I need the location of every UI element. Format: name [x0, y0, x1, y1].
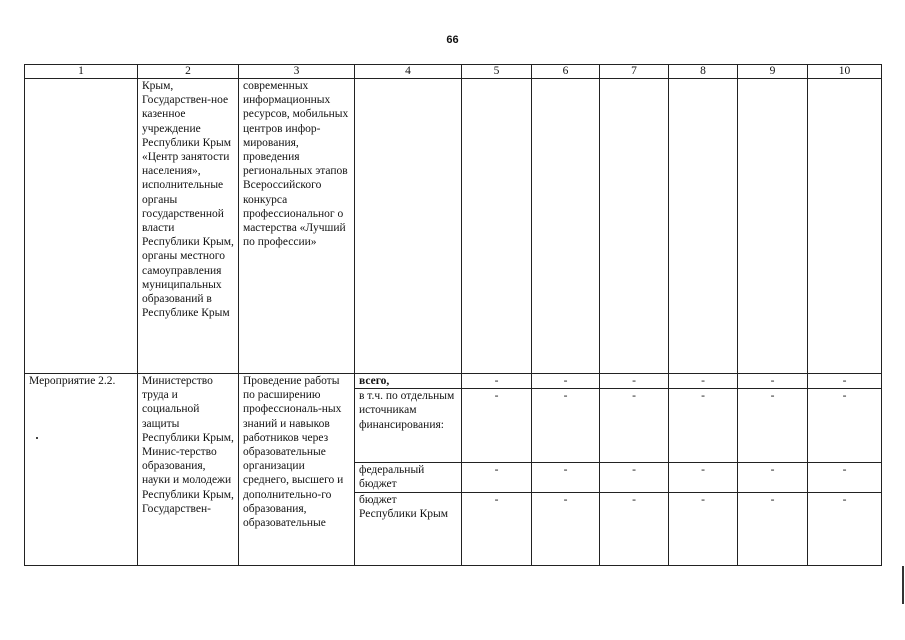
- description-cell: современных информационных ресурсов, мобильных центров инфор-мирования, проведения региональных этапов Всероссийского конкурса профессиональног о мастерства «Лучший по профессии»: [239, 79, 355, 374]
- column-header: 1: [25, 65, 138, 79]
- margin-mark: [902, 566, 904, 604]
- column-header: 3: [239, 65, 355, 79]
- empty-cell: [462, 79, 532, 374]
- description-cell: Проведение работы по расширению профессиональ-ных знаний и навыков работников через образовательные организации среднего, высшего и дополнительно-го образования, образовательные: [239, 374, 355, 566]
- funding-source-label: федеральный бюджет: [355, 463, 462, 492]
- program-table: [24, 64, 882, 566]
- table-row: [25, 79, 882, 374]
- value-cell: -: [532, 463, 600, 492]
- empty-cell: [532, 79, 600, 374]
- value-cell: -: [532, 389, 600, 463]
- value-cell: -: [600, 389, 669, 463]
- value-cell: -: [600, 492, 669, 565]
- empty-cell: [808, 79, 882, 374]
- value-cell: -: [462, 374, 532, 389]
- executor-cell: Крым, Государствен-ное казенное учреждение Республики Крым «Центр занятости населения», исполнительные органы государственной власти Республики Крым, органы местного самоуправления муниципальных образований в Республике Крым: [138, 79, 239, 374]
- value-cell: -: [462, 389, 532, 463]
- value-cell: -: [462, 492, 532, 565]
- column-header: 6: [532, 65, 600, 79]
- measure-cell: [25, 79, 138, 374]
- value-cell: -: [669, 374, 738, 389]
- column-header: 10: [808, 65, 882, 79]
- column-header: 8: [669, 65, 738, 79]
- value-cell: -: [738, 463, 808, 492]
- value-cell: -: [808, 492, 882, 565]
- column-header: 9: [738, 65, 808, 79]
- value-cell: -: [738, 374, 808, 389]
- funding-source-label: бюджет Республики Крым: [355, 492, 462, 565]
- table-row: [25, 374, 882, 389]
- value-cell: -: [738, 492, 808, 565]
- value-cell: -: [808, 374, 882, 389]
- value-cell: -: [669, 463, 738, 492]
- page-number: 66: [446, 34, 459, 46]
- value-cell: -: [600, 374, 669, 389]
- value-cell: -: [669, 492, 738, 565]
- empty-cell: [600, 79, 669, 374]
- empty-cell: [738, 79, 808, 374]
- empty-cell: [355, 79, 462, 374]
- value-cell: -: [669, 389, 738, 463]
- empty-cell: [669, 79, 738, 374]
- measure-cell: Мероприятие 2.2.: [25, 374, 138, 566]
- column-header: 2: [138, 65, 239, 79]
- column-header: 7: [600, 65, 669, 79]
- funding-source-label: в т.ч. по отдельным источникам финансирования:: [355, 389, 462, 463]
- value-cell: -: [532, 492, 600, 565]
- column-header: 5: [462, 65, 532, 79]
- value-cell: -: [808, 463, 882, 492]
- value-cell: -: [600, 463, 669, 492]
- value-cell: -: [532, 374, 600, 389]
- value-cell: -: [738, 389, 808, 463]
- column-header: 4: [355, 65, 462, 79]
- funding-source-label: всего,: [355, 374, 462, 389]
- value-cell: -: [462, 463, 532, 492]
- value-cell: -: [808, 389, 882, 463]
- header-row: [25, 65, 882, 79]
- executor-cell: Министерство труда и социальной защиты Республики Крым, Минис-терство образования, науки и молодежи Республики Крым, Государствен-: [138, 374, 239, 566]
- scan-speck: [36, 437, 38, 439]
